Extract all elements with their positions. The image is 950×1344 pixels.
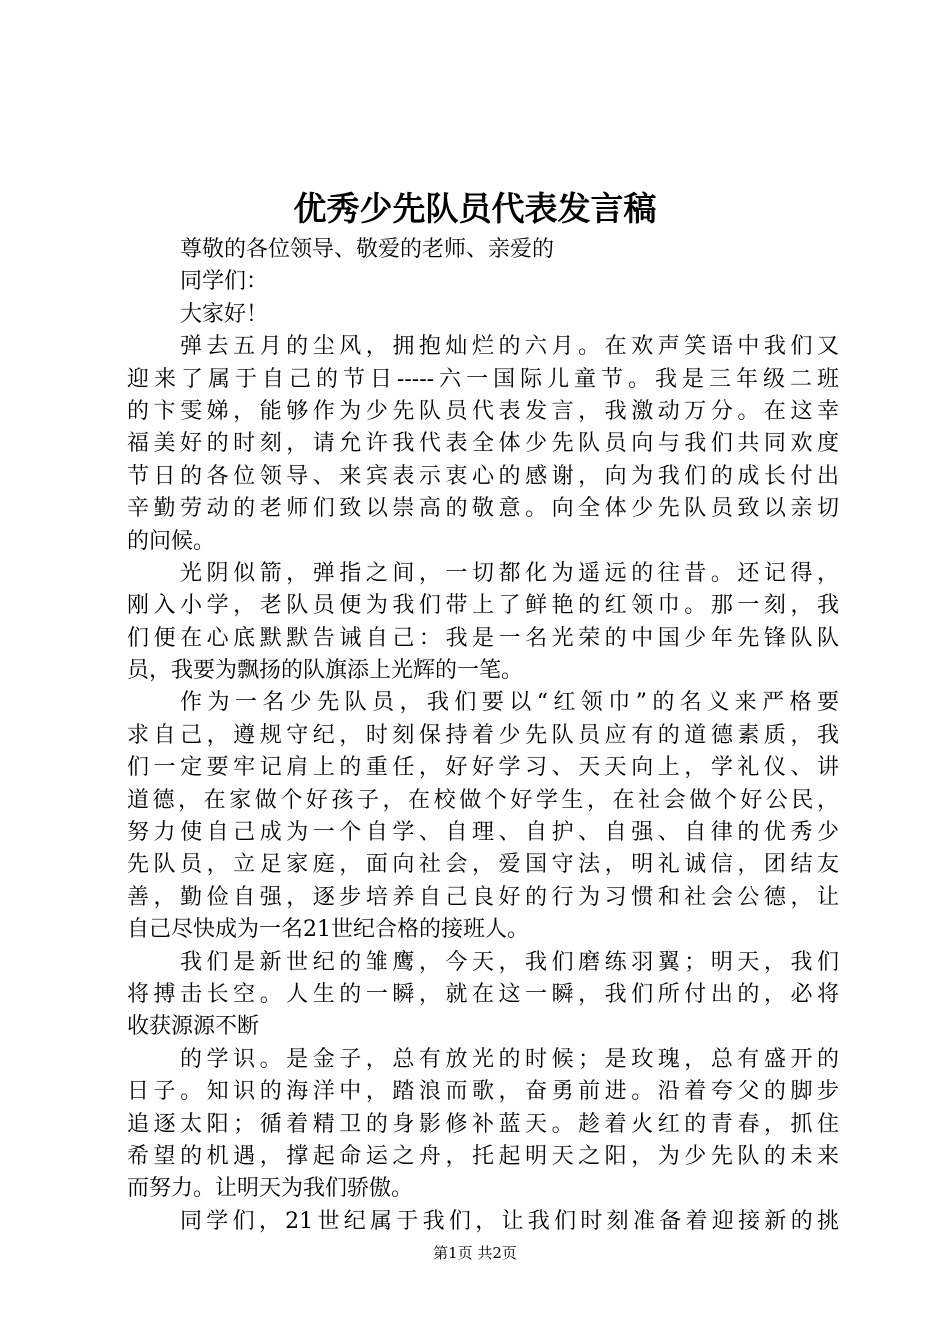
- page-footer: 第1页 共2页: [433, 1244, 517, 1262]
- text-line: 而努力。让明天为我们骄傲。: [127, 1176, 414, 1202]
- text-line: 我们是新世纪的雏鹰，今天，我们磨练羽翼；明天，我们: [180, 949, 839, 975]
- text-line: 们一定要牢记肩上的重任，好好学习、天天向上，学礼仪、讲: [127, 755, 839, 781]
- text-line: 节日的各位领导、来宾表示衷心的感谢，向为我们的成长付出: [127, 463, 839, 489]
- text-line: 尊敬的各位领导、敬爱的老师、亲爱的: [180, 237, 555, 262]
- text-line: 们便在心底默默告诫自己：我是一名光荣的中国少年先锋队队: [127, 625, 839, 651]
- text-line: 善，勤俭自强，逐步培养自己良好的行为习惯和社会公德，让: [127, 884, 839, 910]
- text-line: 求自己，遵规守纪，时刻保持着少先队员应有的道德素质，我: [127, 722, 839, 748]
- text-line: 同学们：: [180, 269, 269, 295]
- document-title: 优秀少先队员代表发言稿: [293, 189, 657, 228]
- text-line: 的学识。是金子，总有放光的时候；是玫瑰，总有盛开的: [180, 1046, 839, 1072]
- text-line: 希望的机遇，撑起命运之舟，托起明天之阳，为少先队的未来: [127, 1143, 839, 1169]
- text-line: 光阴似箭，弹指之间，一切都化为遥远的往昔。还记得，: [180, 560, 839, 586]
- text-line: 迎来了属于自己的节日-----六一国际儿童节。我是三年级二班: [127, 366, 839, 392]
- text-line: 辛勤劳动的老师们致以崇高的敬意。向全体少先队员致以亲切: [127, 496, 839, 522]
- text-line: 刚入小学，老队员便为我们带上了鲜艳的红领巾。那一刻，我: [127, 593, 839, 619]
- text-line: 追逐太阳；循着精卫的身影修补蓝天。趁着火红的青春，抓住: [127, 1111, 839, 1137]
- text-line: 的问候。: [127, 528, 216, 554]
- text-line: 日子。知识的海洋中，踏浪而歌，奋勇前进。沿着夸父的脚步: [127, 1079, 839, 1105]
- text-line: 道德，在家做个好孩子，在校做个好学生，在社会做个好公民，: [127, 787, 839, 813]
- text-line: 同学们，21世纪属于我们，让我们时刻准备着迎接新的挑: [180, 1208, 839, 1234]
- text-line: 收获源源不断: [127, 1014, 260, 1040]
- document-body: [127, 234, 839, 1238]
- text-line: 的卞雯娣，能够作为少先队员代表发言，我激动万分。在这幸: [127, 398, 839, 424]
- text-line: 员，我要为飘扬的队旗添上光辉的一笔。: [127, 658, 524, 684]
- text-line: 作为一名少先队员，我们要以“红领巾”的名义来严格要: [180, 690, 839, 716]
- text-line: 将搏击长空。人生的一瞬，就在这一瞬，我们所付出的，必将: [127, 981, 839, 1007]
- text-line: 先队员，立足家庭，面向社会，爱国守法，明礼诚信，团结友: [127, 852, 839, 878]
- text-line: 努力使自己成为一个自学、自理、自护、自强、自律的优秀少: [127, 820, 839, 846]
- text-line: 自己尽快成为一名21世纪合格的接班人。: [127, 917, 529, 943]
- text-line: 福美好的时刻，请允许我代表全体少先队员向与我们共同欢度: [127, 431, 839, 457]
- text-line: 弹去五月的尘风，拥抱灿烂的六月。在欢声笑语中我们又: [180, 334, 839, 360]
- text-line: 大家好！: [180, 301, 269, 327]
